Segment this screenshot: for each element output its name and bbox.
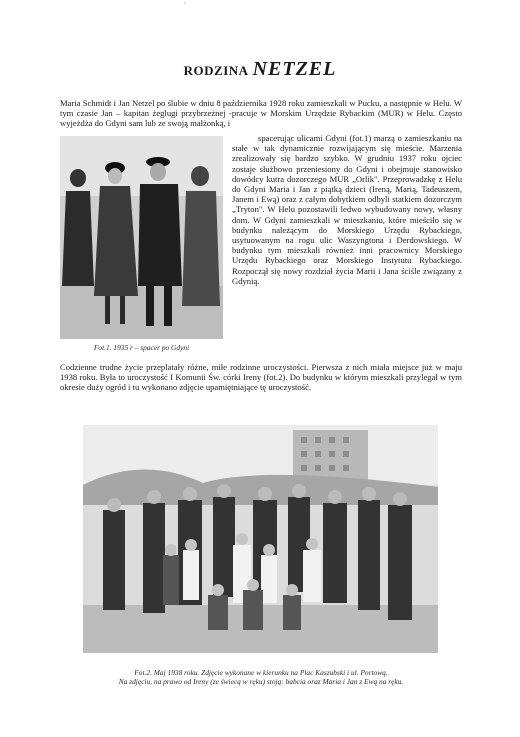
- photo1-caption: Fot.1. 1935 r – spacer po Gdyni: [93, 343, 190, 352]
- photo2-caption-line1: Fot.2. Maj 1938 roku. Zdjęcie wykonane w kierunku na Plac Kaszubski i ul. Portową.: [134, 668, 388, 677]
- title-prefix: RODZINA: [183, 63, 249, 78]
- paragraph-move-to-gdynia: spacerując ulicami Gdyni (fot.1) marzą o zamieszkaniu na stałe w tak dynamicznie rozwijającym się mieście. Marzenia zrealizowały się bardzo szybko. W grudniu 1937 roku ojciec zostaje służbowo przeniesiony do Gdyni i obejmuje stanowisko dowódcy kutra dozorczego MUR „Orlik". Przeprowadzkę z Helu do Gdyni Maria i Jan z piątką dzieci (Ireną, Marią, Tadeuszem, Janem i Ewą) oraz z całym dobytkiem odbyli statkiem dozorczym „Tryton". W Helu pozostawili ledwo wybudowany nowy, własny dom. W Gdyni zamieszkali w mieszkaniu, które mieściło się w budynku należącym do Morskiego Urzędu Rybackiego, usytuowanym na rogu ulic Waszyngtona i Derdowskiego. W budynku tym mieszkali również inni pracownicy Morskiego Urzędu Rybackiego oraz Morskiego Instytutu Rybackiego. Rozpoczął się nowy rozdział życia Marii i Jana ściśle związany z Gdynią.: [232, 133, 462, 286]
- photo2-caption-line2: Na zdjęciu, na prawo od Ireny (ze świecą w ręku) stoją: babcia oraz Maria i Jan z Ewą na ręku.: [118, 677, 404, 686]
- photo2-caption: [60, 668, 462, 686]
- photo-walk-in-gdynia: [60, 136, 223, 339]
- paragraph-intro: Maria Schmidt i Jan Netzel po ślubie w dniu 8 października 1928 roku zamieszkali w Pucku, a następnie w Helu. W tym czasie Jan – kapitan żeglugi przybrzeżnej -pracuje w Morskim Urzędzie Rybackim (MUR) w Helu. Często wyjeżdża do Gdyni sam lub ze swoją małżonką, i: [60, 98, 462, 129]
- scan-mark: ': [184, 2, 186, 9]
- paragraph-communion: Codzienne trudne życie przeplatały różne, miłe rodzinne uroczystości. Pierwsza z nich miała miejsce już w maju 1938 roku. Była to uroczystość I Komunii Św. córki Ireny (fot.2). Do budynku w którym mieszkali przylegał w tym okresie duży ogród i tu wykonano zdjęcie upamiętniające tę uroczystość.: [60, 362, 462, 393]
- title-family-name: NETZEL: [252, 58, 337, 80]
- photo-first-communion-group: [83, 425, 438, 653]
- page-title: [0, 58, 520, 81]
